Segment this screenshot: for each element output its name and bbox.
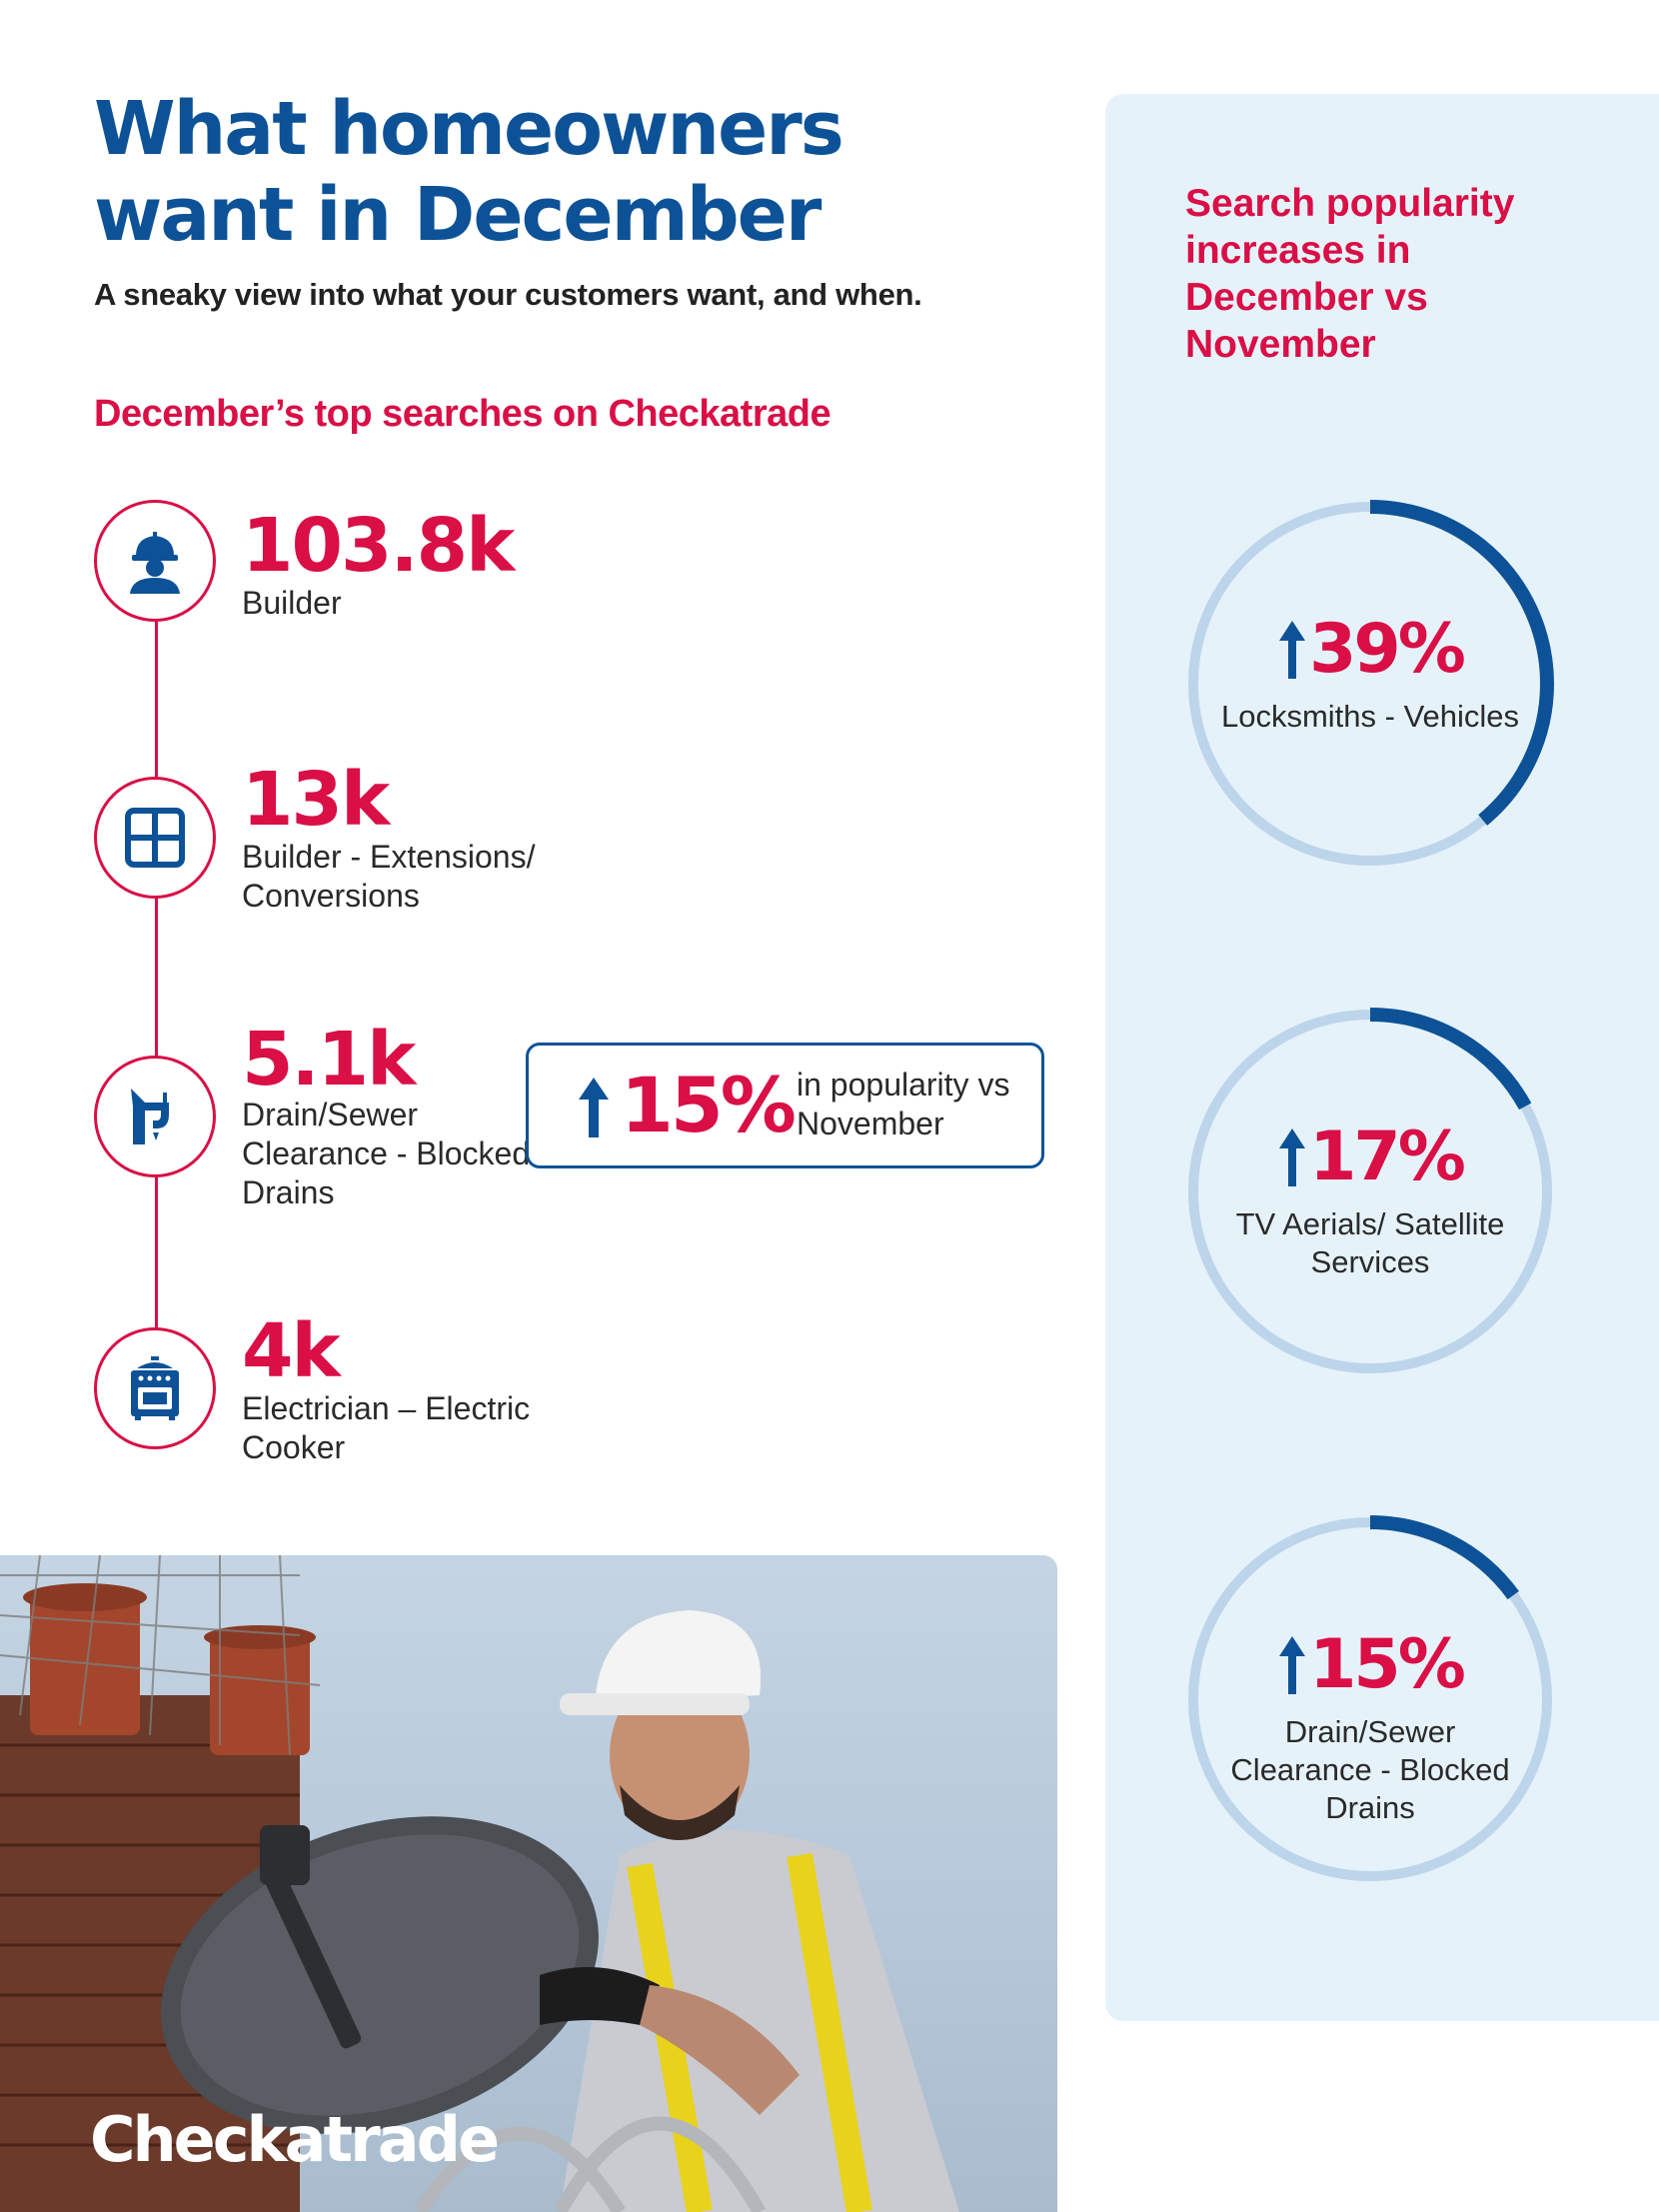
top-searches-heading: December’s top searches on Checkatrade xyxy=(94,393,831,435)
up-arrow-icon xyxy=(577,1076,611,1139)
popularity-callout-value: 15% xyxy=(621,1061,794,1149)
page-title-line-2: want in December xyxy=(94,172,821,258)
window-frame-icon xyxy=(94,777,216,899)
up-arrow-icon xyxy=(1277,619,1307,681)
page-title-line-1: What homeowners xyxy=(94,86,842,172)
ring-value-locksmiths: 39% xyxy=(1309,610,1463,689)
panel-heading: Search popularity increases in December vs November xyxy=(1185,182,1515,366)
stat-value-builder: 103.8k xyxy=(242,503,514,589)
ring-label-locksmiths: Locksmiths - Vehicles xyxy=(1220,699,1520,734)
up-arrow-icon xyxy=(1277,1126,1307,1188)
ring-drains xyxy=(1184,1513,1556,1885)
stat-value-cooker: 4k xyxy=(242,1308,339,1394)
stat-label-cooker: Electrician – Electric Cooker xyxy=(242,1390,531,1465)
ring-value-tv-aerials: 17% xyxy=(1309,1117,1463,1196)
timeline-connector xyxy=(155,560,158,1399)
ring-locksmiths xyxy=(1184,498,1556,870)
stat-label-drains: Drain/Sewer Clearance - Blocked Drains xyxy=(242,1097,531,1210)
drainpipe-icon xyxy=(94,1056,216,1177)
page-subtitle: A sneaky view into what your customers want, and when. xyxy=(94,277,922,312)
ring-label-tv-aerials: TV Aerials/ Satellite Services xyxy=(1235,1206,1505,1279)
popularity-callout xyxy=(526,1043,1044,1168)
up-arrow-icon xyxy=(1277,1634,1307,1696)
ring-value-drains: 15% xyxy=(1309,1625,1463,1704)
popularity-callout-text: in popularity vs November xyxy=(797,1067,1010,1141)
ring-label-drains: Drain/Sewer Clearance - Blocked Drains xyxy=(1230,1714,1510,1825)
stat-label-builder: Builder xyxy=(242,585,342,621)
checkatrade-logo: Checkatrade xyxy=(90,2103,497,2176)
cooker-icon xyxy=(94,1327,216,1449)
ring-tv-aerials xyxy=(1184,1006,1556,1377)
page-title xyxy=(94,86,842,258)
stat-label-extensions: Builder - Extensions/ Conversions xyxy=(242,839,536,914)
stat-value-drains: 5.1k xyxy=(242,1017,415,1103)
stat-value-extensions: 13k xyxy=(242,757,389,843)
builder-hardhat-icon xyxy=(94,500,216,622)
popularity-panel xyxy=(1105,94,1659,2021)
